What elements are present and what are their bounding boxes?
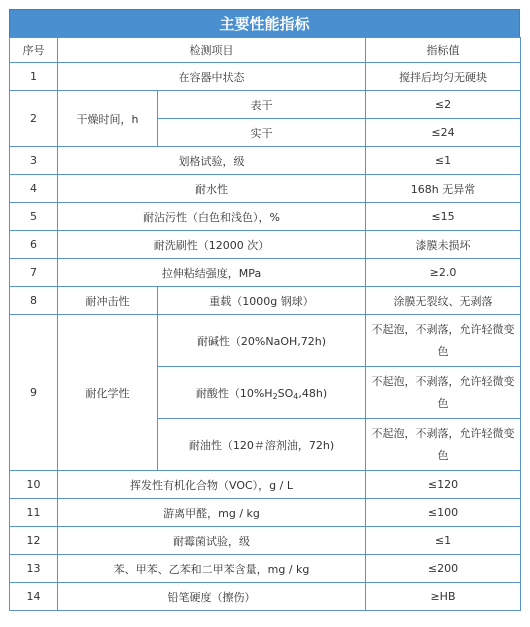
row-value: ≥2.0	[366, 259, 521, 287]
table-row	[10, 147, 521, 175]
table-row	[10, 259, 521, 287]
table-row	[10, 583, 521, 611]
row-value: 不起泡，不剥落，允许轻微变色	[366, 367, 521, 419]
row-value: ≤200	[366, 555, 521, 583]
row-value: ≤15	[366, 203, 521, 231]
row-subitem: 表干	[158, 91, 366, 119]
table-row	[10, 91, 521, 119]
subitem-text-a: 耐酸性（10%H	[195, 386, 273, 400]
row-value: ≤100	[366, 499, 521, 527]
performance-table-frame	[9, 9, 520, 611]
row-no: 14	[10, 583, 58, 611]
row-no: 12	[10, 527, 58, 555]
performance-table	[9, 37, 521, 611]
row-group: 耐冲击性	[58, 287, 158, 315]
row-item: 铅笔硬度（擦伤）	[58, 583, 366, 611]
row-item: 挥发性有机化合物（VOC），g / L	[58, 471, 366, 499]
row-subitem: 耐碱性（20%NaOH,72h)	[158, 315, 366, 367]
row-no: 11	[10, 499, 58, 527]
row-no: 10	[10, 471, 58, 499]
row-item: 拉伸粘结强度，MPa	[58, 259, 366, 287]
row-no: 13	[10, 555, 58, 583]
table-row	[10, 555, 521, 583]
header-value: 指标值	[366, 38, 521, 63]
row-item: 耐沾污性（白色和浅色），%	[58, 203, 366, 231]
row-no: 1	[10, 63, 58, 91]
row-group: 耐化学性	[58, 315, 158, 471]
row-value: ≤1	[366, 147, 521, 175]
row-subitem	[158, 367, 366, 419]
table-row	[10, 499, 521, 527]
row-value: 168h 无异常	[366, 175, 521, 203]
row-group: 干燥时间，h	[58, 91, 158, 147]
row-no: 7	[10, 259, 58, 287]
table-row	[10, 527, 521, 555]
row-value: ≤2	[366, 91, 521, 119]
subitem-text-e: ,48h)	[298, 386, 328, 400]
row-no: 2	[10, 91, 58, 147]
row-value: 不起泡，不剥落，允许轻微变色	[366, 315, 521, 367]
subscript-2: 2	[272, 391, 278, 401]
row-no: 4	[10, 175, 58, 203]
row-item: 划格试验，级	[58, 147, 366, 175]
table-row	[10, 175, 521, 203]
table-row	[10, 231, 521, 259]
row-value: 搅拌后均匀无硬块	[366, 63, 521, 91]
row-value: 不起泡，不剥落，允许轻微变色	[366, 419, 521, 471]
row-value: ≤1	[366, 527, 521, 555]
row-subitem: 耐油性（120＃溶剂油，72h)	[158, 419, 366, 471]
row-item: 游离甲醛，mg / kg	[58, 499, 366, 527]
row-item: 耐洗刷性（12000 次）	[58, 231, 366, 259]
row-value: 涂膜无裂纹、无剥落	[366, 287, 521, 315]
row-value: ≥HB	[366, 583, 521, 611]
subscript-4: 4	[293, 391, 299, 401]
row-value: ≤24	[366, 119, 521, 147]
table-header-row	[10, 38, 521, 63]
table-row	[10, 203, 521, 231]
subitem-text-c: SO	[277, 386, 294, 400]
row-no: 8	[10, 287, 58, 315]
row-item: 耐水性	[58, 175, 366, 203]
table-row	[10, 287, 521, 315]
row-subitem: 重载（1000g 钢球）	[158, 287, 366, 315]
row-no: 3	[10, 147, 58, 175]
table-row	[10, 315, 521, 367]
row-value: 漆膜未损坏	[366, 231, 521, 259]
row-value: ≤120	[366, 471, 521, 499]
row-item: 在容器中状态	[58, 63, 366, 91]
header-no: 序号	[10, 38, 58, 63]
row-no: 5	[10, 203, 58, 231]
header-item: 检测项目	[58, 38, 366, 63]
row-item: 耐霉菌试验，级	[58, 527, 366, 555]
row-item: 苯、甲苯、乙苯和二甲苯含量，mg / kg	[58, 555, 366, 583]
table-row	[10, 471, 521, 499]
table-title: 主要性能指标	[9, 9, 520, 37]
row-subitem: 实干	[158, 119, 366, 147]
table-row	[10, 63, 521, 91]
row-no: 9	[10, 315, 58, 471]
row-no: 6	[10, 231, 58, 259]
